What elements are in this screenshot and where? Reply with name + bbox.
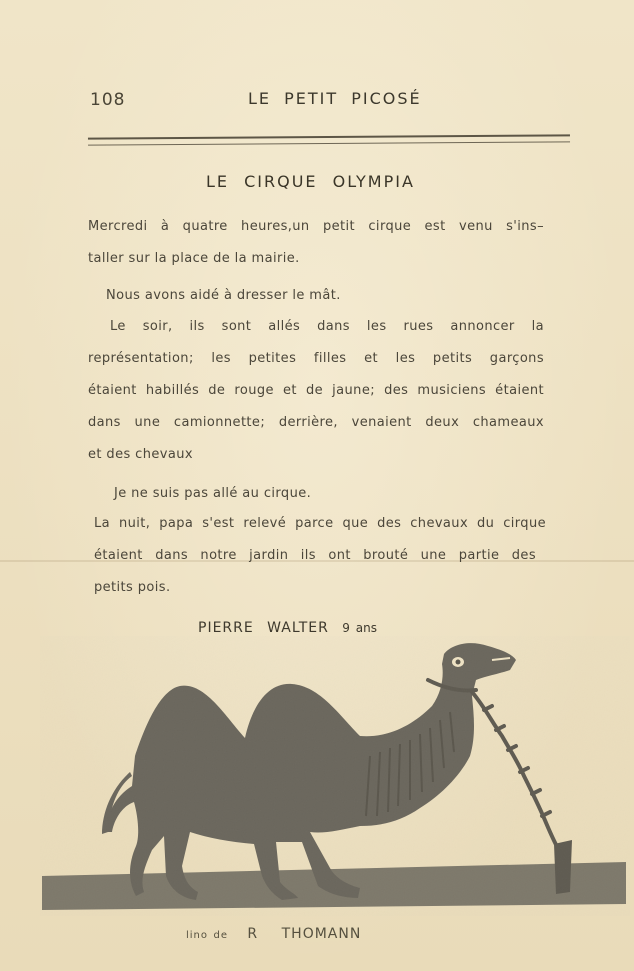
credit-surname: THOMANN xyxy=(281,926,362,942)
text-line: Je ne suis pas allé au cirque. xyxy=(114,486,312,501)
text-line: étaient dans notre jardin ils ont brouté une partie des xyxy=(94,548,536,563)
paragraph-5 xyxy=(94,508,550,604)
text-line: La nuit, papa s'est relevé parce que des chevaux du cirque xyxy=(94,516,546,531)
publication-title: LE PETIT PICOSÉ xyxy=(248,89,422,108)
text-line: petits pois. xyxy=(94,580,171,595)
text-line: Mercredi à quatre heures,un petit cirque est venu s'ins– xyxy=(88,219,544,234)
credit-initial: R xyxy=(247,926,259,942)
paragraph-1 xyxy=(88,211,544,275)
paragraph-4 xyxy=(114,478,570,510)
article-title: LE CIRQUE OLYMPIA xyxy=(206,172,415,191)
text-line: taller sur la place de la mairie. xyxy=(88,251,300,266)
credit-prefix-de: de xyxy=(213,930,228,941)
author-name: PIERRE WALTER xyxy=(198,620,329,636)
text-line: Nous avons aidé à dresser le mât. xyxy=(106,288,341,303)
credit-prefix-lino: lino xyxy=(186,930,209,941)
text-line: Le soir, ils sont allés dans les rues annoncer la xyxy=(110,319,544,334)
paragraph-3 xyxy=(88,311,544,471)
camel-illustration xyxy=(40,636,630,916)
text-line: étaient habillés de rouge et de jaune; des musiciens étaient xyxy=(88,383,544,398)
page-number: 108 xyxy=(90,90,126,110)
text-line: et des chevaux xyxy=(88,447,193,462)
author-age: 9 ans xyxy=(342,621,377,635)
text-line: dans une camionnette; derrière, venaient deux chameaux xyxy=(88,415,544,430)
text-line: représentation; les petites filles et les petits garçons xyxy=(88,351,544,366)
paragraph-2 xyxy=(106,280,562,312)
author-signature xyxy=(198,620,377,636)
header-rule xyxy=(88,134,570,145)
illustration-credit xyxy=(186,926,361,942)
